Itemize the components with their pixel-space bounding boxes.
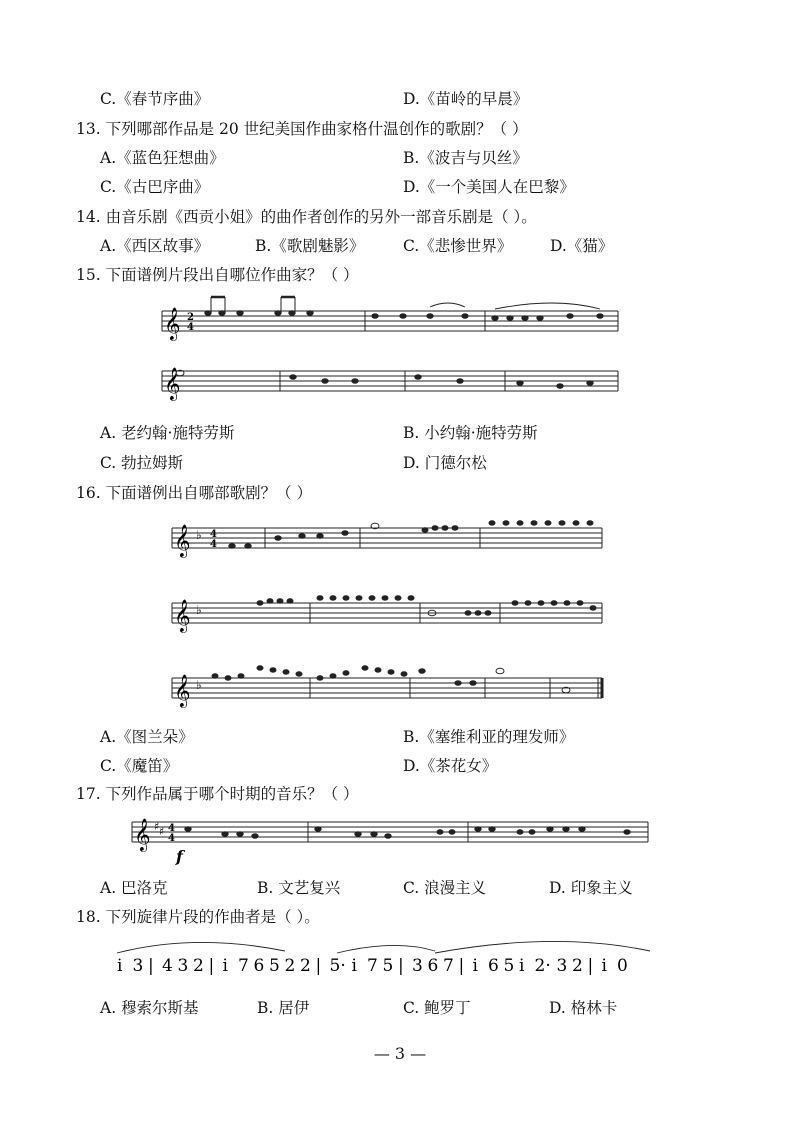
q16-option-a: A.《图兰朵》	[100, 728, 194, 746]
q18-option-d: D. 格林卡	[549, 999, 618, 1017]
jianpu-note: 5	[382, 956, 394, 976]
jianpu-note: 3	[412, 956, 423, 976]
jianpu-barline: |	[208, 956, 215, 976]
q15-option-a: A. 老约翰·施特劳斯	[100, 424, 235, 442]
treble-clef: 𝄞	[164, 307, 181, 340]
jianpu-note: 7	[443, 956, 454, 976]
treble-clef: 𝄞	[174, 599, 191, 632]
jianpu-note: 5·	[329, 956, 346, 976]
q14-option-b: B.《歌剧魅影》	[255, 237, 365, 255]
jianpu-note: 2	[193, 956, 204, 976]
jianpu-note: 7	[238, 956, 249, 976]
jianpu-note: i	[601, 956, 607, 976]
time-signature-bottom: 4	[210, 539, 217, 550]
treble-clef: 𝄞	[134, 818, 151, 851]
sharp-sign: ♯	[159, 825, 165, 838]
jianpu-note: 6	[253, 956, 265, 976]
q15-option-d: D. 门德尔松	[403, 454, 487, 472]
jianpu-note: 6	[488, 956, 499, 976]
treble-clef: 𝄞	[174, 524, 191, 557]
q17-option-d: D. 印象主义	[549, 879, 633, 897]
jianpu-note: 5	[503, 956, 515, 976]
q15-stem: 15. 下面谱例片段出自哪位作曲家？（ ）	[76, 266, 359, 284]
q12-option-c: C.《春节序曲》	[100, 90, 210, 108]
jianpu-barline: |	[587, 956, 594, 976]
flat-sign: ♭	[196, 678, 202, 692]
treble-clef: 𝄞	[174, 674, 191, 707]
q16-notes	[212, 521, 596, 693]
q16-option-c: C.《魔笛》	[100, 757, 179, 775]
q13-option-d: D.《一个美国人在巴黎》	[403, 178, 575, 196]
jianpu-note: 2·	[534, 956, 551, 976]
q12-option-d: D.《苗岭的早晨》	[403, 90, 529, 108]
q17-option-a: A. 巴洛克	[100, 879, 168, 897]
page-number: — 3 —	[373, 1044, 427, 1063]
jianpu-note: i	[117, 956, 123, 976]
q15-option-b: B. 小约翰·施特劳斯	[403, 424, 538, 442]
jianpu-barline: |	[148, 956, 154, 976]
q14-option-c: C.《悲惨世界》	[403, 237, 513, 255]
jianpu-barline: |	[458, 956, 465, 976]
q13-option-a: A.《蓝色狂想曲》	[100, 149, 225, 167]
dynamic-marking: f	[176, 847, 183, 866]
q13-option-b: B.《波吉与贝丝》	[403, 149, 528, 167]
time-signature-top: 4	[168, 823, 175, 834]
treble-clef: 𝄞	[164, 367, 181, 400]
jianpu-note: 3	[556, 956, 568, 976]
jianpu-note: 7	[367, 956, 378, 976]
jianpu-note: 3	[132, 956, 144, 976]
jianpu-note: i	[351, 956, 357, 976]
jianpu-note: 4	[162, 956, 173, 976]
flat-sign: ♭	[196, 528, 202, 542]
q18-stem: 18. 下列旋律片段的作曲者是（ ）。	[76, 908, 320, 926]
q13-stem: 13. 下列哪部作品是 20 世纪美国作曲家格什温创作的歌剧？（ ）	[76, 120, 528, 138]
q17-stem: 17. 下列作品属于哪个时期的音乐？（ ）	[76, 785, 359, 803]
q14-option-d: D.《猫》	[550, 237, 614, 255]
q18-option-c: C. 鲍罗丁	[403, 999, 471, 1017]
jianpu-note: 6	[427, 956, 439, 976]
jianpu-barline: |	[398, 956, 404, 976]
jianpu-note: i	[519, 956, 525, 976]
q17-score	[130, 808, 655, 868]
time-signature-top: 2	[187, 312, 194, 323]
q15-score	[160, 295, 630, 410]
time-signature-bottom: 4	[168, 833, 175, 844]
jianpu-note: 3	[177, 956, 189, 976]
q13-option-c: C.《古巴序曲》	[100, 178, 210, 196]
time-signature-bottom: 4	[187, 322, 194, 333]
q16-option-d: D.《茶花女》	[403, 757, 498, 775]
jianpu-note: 2	[284, 956, 296, 976]
q18-option-a: A. 穆索尔斯基	[100, 999, 199, 1017]
q18-jianpu	[105, 935, 690, 990]
q17-option-b: B. 文艺复兴	[257, 879, 341, 897]
q15-option-c: C. 勃拉姆斯	[100, 454, 184, 472]
jianpu-note: 0	[617, 956, 628, 976]
jianpu-note: 5	[269, 956, 280, 976]
q17-option-c: C. 浪漫主义	[403, 879, 487, 897]
sharp-sign: ♯	[154, 820, 160, 833]
q16-stem: 16. 下面谱例出自哪部歌剧？（ ）	[76, 484, 313, 502]
jianpu-note: i	[472, 956, 478, 976]
flat-sign: ♭	[196, 603, 202, 617]
q16-score	[170, 508, 610, 723]
q14-stem: 14. 由音乐剧《西贡小姐》的曲作者创作的另外一部音乐剧是（ ）。	[76, 208, 537, 226]
q14-option-a: A.《西区故事》	[100, 237, 210, 255]
jianpu-note: 2	[572, 956, 583, 976]
time-signature-top: 4	[210, 529, 217, 540]
jianpu-note: 2	[300, 956, 311, 976]
q16-option-b: B.《塞维利亚的理发师》	[403, 728, 575, 746]
jianpu-notes	[117, 956, 628, 976]
jianpu-note: i	[222, 956, 228, 976]
jianpu-barline: |	[315, 956, 322, 976]
q18-option-b: B. 居伊	[257, 999, 310, 1017]
